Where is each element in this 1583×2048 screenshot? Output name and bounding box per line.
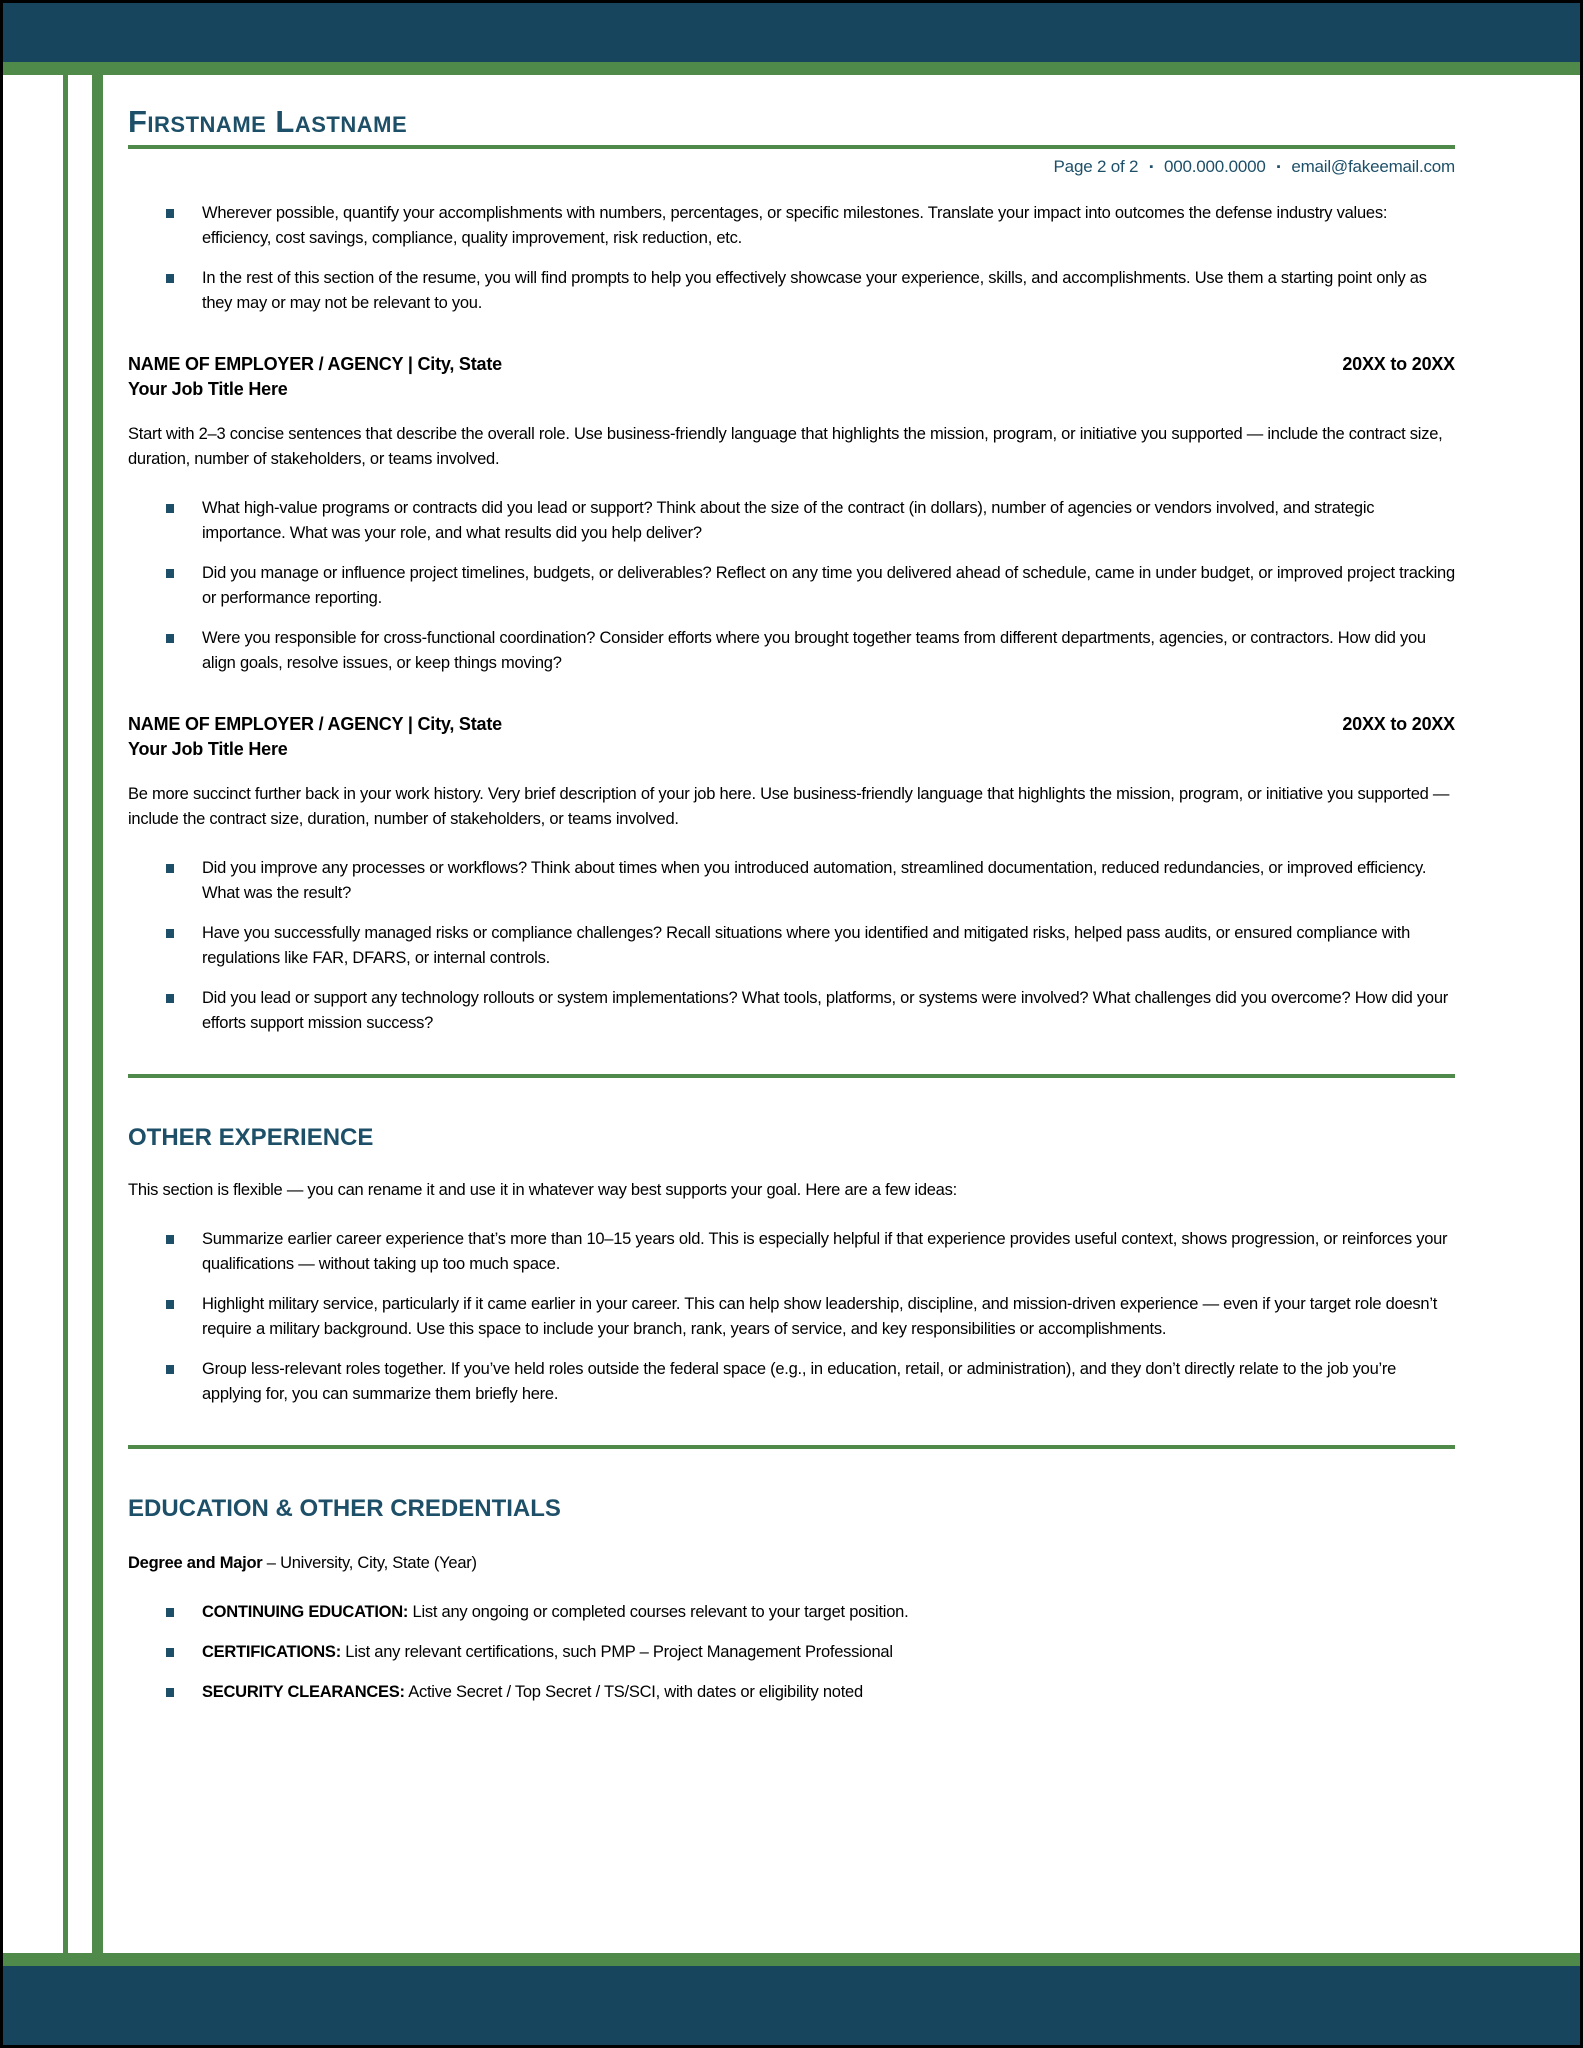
- email-address[interactable]: email@fakeemail.com: [1291, 157, 1455, 177]
- section-divider: [128, 1074, 1455, 1078]
- education-bullet-list: [128, 1600, 1455, 1705]
- bullet-separator-icon: ▪: [1149, 161, 1154, 174]
- employer-name: NAME OF EMPLOYER / AGENCY | City, State: [128, 714, 502, 735]
- resume-name: Firstname Lastname: [128, 104, 408, 139]
- degree-details: – University, City, State (Year): [262, 1554, 477, 1573]
- bottom-green-band: [3, 1953, 1580, 1966]
- bullet-item: Wherever possible, quantify your accomplishments with numbers, percentages, or specific milestones. Translate your impact into outcomes the defense industry values: efficiency, cost savings, compliance, quality improvement, risk reduction, etc.: [128, 201, 1455, 251]
- top-green-band: [3, 62, 1580, 75]
- section-divider: [128, 1445, 1455, 1449]
- job-dates: 20XX to 20XX: [1342, 714, 1455, 735]
- bullet-text: Active Secret / Top Secret / TS/SCI, with dates or eligibility noted: [404, 1683, 863, 1702]
- bullet-label: SECURITY CLEARANCES:: [202, 1683, 405, 1702]
- employer-name: NAME OF EMPLOYER / AGENCY | City, State: [128, 354, 502, 375]
- bullet-text: List any relevant certifications, such PMP – Project Management Professional: [340, 1643, 893, 1662]
- page-content: [128, 75, 1455, 1720]
- top-navy-band: [3, 3, 1580, 62]
- job-dates: 20XX to 20XX: [1342, 354, 1455, 375]
- other-experience-intro: This section is flexible — you can rename it and use it in whatever way best supports your goal. Here are a few ideas:: [128, 1181, 957, 1200]
- bullet-item: In the rest of this section of the resume, you will find prompts to help you effectively showcase your experience, skills, and accomplishments. Use them a starting point only as they may or may not be relevant to you.: [128, 266, 1455, 316]
- section-title-other-experience: OTHER EXPERIENCE: [128, 1124, 374, 1152]
- section-title-education: EDUCATION & OTHER CREDENTIALS: [128, 1495, 561, 1523]
- job-title: Your Job Title Here: [128, 739, 288, 760]
- job-bullet-list: [128, 856, 1455, 1036]
- bullet-text: List any ongoing or completed courses relevant to your target position.: [408, 1603, 909, 1622]
- bullet-item: Highlight military service, particularly if it came earlier in your career. This can help show leadership, discipline, and mission-driven experience — even if your target role doesn’t require a military background. Use this space to include your branch, rank, years of service, and key responsibilities or accomplishments.: [128, 1292, 1455, 1342]
- phone-number: 000.000.0000: [1164, 157, 1266, 177]
- job-heading-row: [128, 352, 1455, 377]
- contact-line: [128, 157, 1455, 177]
- bullet-item: Did you improve any processes or workflows? Think about times when you introduced automation, streamlined documentation, reduced redundancies, or improved efficiency. What was the result?: [128, 856, 1455, 906]
- bullet-separator-icon: ▪: [1276, 161, 1281, 174]
- bullet-item: Were you responsible for cross-functional coordination? Consider efforts where you brought together teams from different departments, agencies, or contractors. How did you align goals, resolve issues, or keep things moving?: [128, 626, 1455, 676]
- bullet-label: CONTINUING EDUCATION:: [202, 1603, 409, 1622]
- job-title: Your Job Title Here: [128, 379, 288, 400]
- bullet-label: CERTIFICATIONS:: [202, 1643, 341, 1662]
- job-bullet-list: [128, 496, 1455, 676]
- left-accent-stripe-thick: [92, 75, 103, 1953]
- bullet-item: [128, 1680, 1455, 1705]
- degree-line: [128, 1551, 1455, 1576]
- left-accent-stripe-thin: [63, 75, 68, 1953]
- bullet-item: Did you manage or influence project timelines, budgets, or deliverables? Reflect on any time you delivered ahead of schedule, came in under budget, or improved project tracking or performance reporting.: [128, 561, 1455, 611]
- page-indicator: Page 2 of 2: [1053, 157, 1139, 177]
- name-underline-rule: [128, 145, 1455, 149]
- bullet-item: Did you lead or support any technology rollouts or system implementations? What tools, platforms, or systems were involved? What challenges did you overcome? How did your efforts support mission success?: [128, 986, 1455, 1036]
- degree-label: Degree and Major: [128, 1554, 263, 1573]
- job-block-1: [128, 352, 1455, 676]
- bullet-item: [128, 1600, 1455, 1625]
- bullet-item: Summarize earlier career experience that’s more than 10–15 years old. This is especially helpful if that experience provides useful context, shows progression, or reinforces your qualifications — without taking up too much space.: [128, 1227, 1455, 1277]
- bullet-item: Have you successfully managed risks or compliance challenges? Recall situations where you identified and mitigated risks, helped pass audits, or ensured compliance with regulations like FAR, DFARS, or internal controls.: [128, 921, 1455, 971]
- job-block-2: [128, 712, 1455, 1036]
- bottom-navy-band: [3, 1966, 1580, 2048]
- other-experience-bullet-list: [128, 1227, 1455, 1407]
- bullet-item: Group less-relevant roles together. If you’ve held roles outside the federal space (e.g., in education, retail, or administration), and they don’t directly relate to the job you’re applying for, you can summarize them briefly here.: [128, 1357, 1455, 1407]
- job-heading-row: [128, 712, 1455, 737]
- intro-bullet-list: [128, 201, 1455, 316]
- job-description: Start with 2–3 concise sentences that describe the overall role. Use business-friendly language that highlights the mission, program, or initiative you supported — include the contract size, duration, number of stakeholders, or teams involved.: [128, 425, 1443, 469]
- bullet-item: [128, 1640, 1455, 1665]
- job-description: Be more succinct further back in your work history. Very brief description of your job here. Use business-friendly language that highlights the mission, program, or initiative you supported — include the contract size, duration, number of stakeholders, or teams involved.: [128, 785, 1450, 829]
- bullet-item: What high-value programs or contracts did you lead or support? Think about the size of the contract (in dollars), number of agencies or vendors involved, and strategic importance. What was your role, and what results did you help deliver?: [128, 496, 1455, 546]
